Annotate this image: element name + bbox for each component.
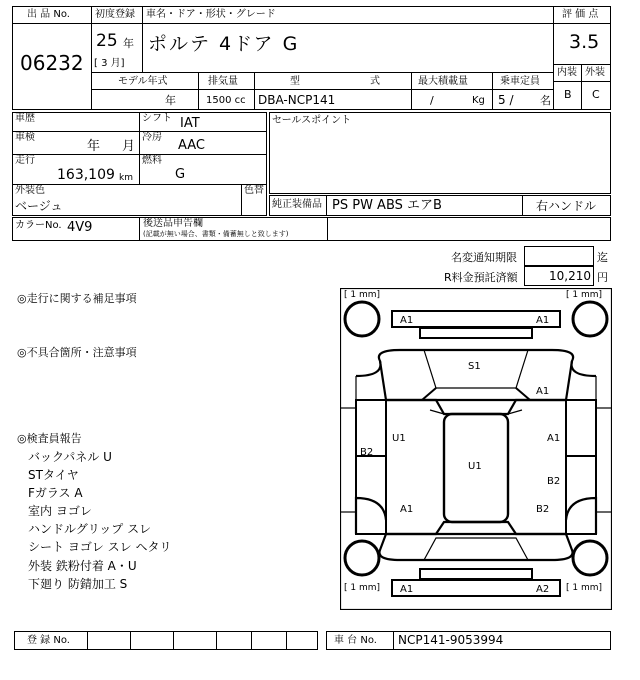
inspection-label: 車検 (15, 132, 35, 143)
type-label-2: 式 (370, 76, 380, 87)
color-value: ベージュ (15, 199, 63, 213)
inspector-line: 下廻り 防錆加工 S (28, 576, 128, 591)
recycle-value: 10,210 (549, 269, 591, 283)
registration-cell (130, 631, 174, 650)
interior-grade: B (564, 88, 572, 101)
reg-year-unit: 年 (123, 37, 134, 50)
type-label: 型 (290, 76, 300, 87)
max-load-label: 最大積載量 (418, 76, 468, 87)
model-code: DBA-NCP141 (258, 93, 336, 107)
tire-front-left-icon (345, 302, 379, 336)
notice-value-box (524, 246, 594, 266)
inspector-line: 外装 鉄粉付着 A・U (28, 558, 137, 573)
defects-label: ◎不具合箇所・注意事項 (17, 346, 137, 359)
inspector-line: STタイヤ (28, 468, 79, 483)
tire-depth-tl: [ 1 mm] (344, 290, 381, 300)
registration-cell (87, 631, 131, 650)
rear-panel-shape (420, 569, 532, 579)
reg-month: [ 3 月] (94, 58, 125, 69)
mark-right-front-door: A1 (547, 433, 561, 444)
exterior-label: 外装 (585, 67, 605, 78)
color-label: 外装色 (15, 185, 45, 196)
tire-depth-tr: [ 1 mm] (566, 290, 603, 300)
registration-label: 登 録 No. (27, 635, 70, 646)
inspector-label: ◎検査員報告 (17, 432, 82, 445)
car-damage-diagram (340, 288, 612, 610)
mileage-value: 163,109 (57, 167, 115, 183)
post-docs-label: 後送品申告欄 (143, 218, 203, 229)
lot-number: 06232 (20, 51, 84, 75)
mark-hood: S1 (468, 361, 481, 372)
mark-right-front-fender: A1 (536, 386, 550, 397)
sales-points-label: セールスポイント (272, 115, 352, 126)
chassis-label: 車 台 No. (334, 635, 377, 646)
shift-label: シフト (142, 113, 172, 124)
fuel-value: G (175, 167, 186, 182)
inspector-report (28, 448, 171, 593)
notice-unit: 迄 (597, 251, 608, 264)
car-name: ポルテ 4ドア G (148, 33, 300, 55)
mark-left-mirror-area: B2 (360, 447, 374, 458)
exterior-grade: C (592, 88, 600, 101)
ac-label: 冷房 (142, 132, 162, 143)
capacity-unit: 名 (540, 94, 551, 107)
reg-year: 25 (96, 31, 118, 51)
color-no-value: 4V9 (67, 220, 93, 235)
inspection-year: 年 (87, 139, 101, 154)
mark-rear-right: A2 (536, 584, 550, 595)
registration-cell (173, 631, 217, 650)
tire-depth-bl: [ 1 mm] (344, 583, 381, 593)
mileage-label: 走行 (15, 155, 35, 166)
right-front-panel-shape (566, 400, 596, 456)
registration-cell (251, 631, 287, 650)
tire-depth-br: [ 1 mm] (566, 583, 603, 593)
car-name-label: 車名・ドア・形状・グレード (146, 9, 276, 20)
left-rear-panel-shape (356, 456, 386, 534)
front-bumper-shape (392, 311, 560, 327)
color-no-label: カラーNo. (15, 220, 62, 231)
recycle-label: R料金預託済額 (444, 271, 518, 284)
mark-left-rear: A1 (400, 504, 414, 515)
tire-front-right-icon (573, 302, 607, 336)
first-reg-label: 初度登録 (95, 9, 135, 20)
driving-notes-label: ◎走行に関する補足事項 (17, 292, 137, 305)
model-year-unit: 年 (165, 94, 176, 107)
ac-value: AAC (178, 138, 205, 153)
max-load-sep: / (430, 94, 434, 107)
mark-left-front-door: U1 (392, 433, 406, 444)
mark-right-rear-door: B2 (547, 476, 561, 487)
inspector-line: バックパネル U (28, 450, 112, 464)
mark-front-right: A1 (536, 315, 550, 326)
shift-value: IAT (180, 116, 200, 131)
inspector-line: 室内 ヨゴレ (28, 504, 92, 519)
history-label: 車歴 (15, 113, 35, 124)
mark-right-rear: B2 (536, 504, 550, 515)
mileage-unit: km (119, 173, 133, 183)
spec-divider (91, 89, 554, 90)
displacement: 1500 cc (206, 95, 246, 106)
notice-label: 名変通知期限 (451, 251, 517, 264)
tire-rear-left-icon (345, 541, 379, 575)
score-value: 3.5 (569, 31, 600, 53)
mark-roof: U1 (468, 461, 482, 472)
steering-value: 右ハンドル (536, 199, 597, 213)
fuel-label: 燃料 (142, 155, 162, 166)
score-label: 評 価 点 (562, 9, 599, 20)
mark-front-left: A1 (400, 315, 414, 326)
color-change-label: 色替 (244, 185, 264, 196)
recycle-unit: 円 (597, 271, 608, 284)
max-load-unit: Kg (472, 95, 485, 106)
right-rear-panel-shape (566, 456, 596, 534)
interior-label: 内装 (557, 67, 577, 78)
post-docs-note: (記載が無い場合、書類・備蓄無しと致します) (143, 230, 289, 238)
equipment-value: PS PW ABS エアB (332, 198, 442, 213)
rear-bumper-shape (392, 580, 560, 596)
front-grille-shape (420, 328, 532, 338)
tire-rear-right-icon (573, 541, 607, 575)
inspector-line: Fガラス A (28, 486, 83, 501)
lot-label: 出 品 No. (27, 9, 70, 20)
mark-rear-left: A1 (400, 584, 414, 595)
equipment-label: 純正装備品 (272, 199, 322, 210)
model-year-label: モデル年式 (118, 76, 168, 87)
displacement-label: 排気量 (208, 76, 238, 87)
inspector-line: シート ヨゴレ スレ ヘタリ (28, 540, 172, 555)
chassis-number: NCP141-9053994 (398, 633, 504, 647)
capacity-label: 乗車定員 (500, 76, 540, 87)
inspection-month: 月 (122, 139, 136, 154)
inspector-line: ハンドルグリップ スレ (28, 522, 152, 537)
capacity: 5 / (498, 93, 514, 107)
registration-cell (216, 631, 252, 650)
diagram-frame (341, 289, 612, 610)
